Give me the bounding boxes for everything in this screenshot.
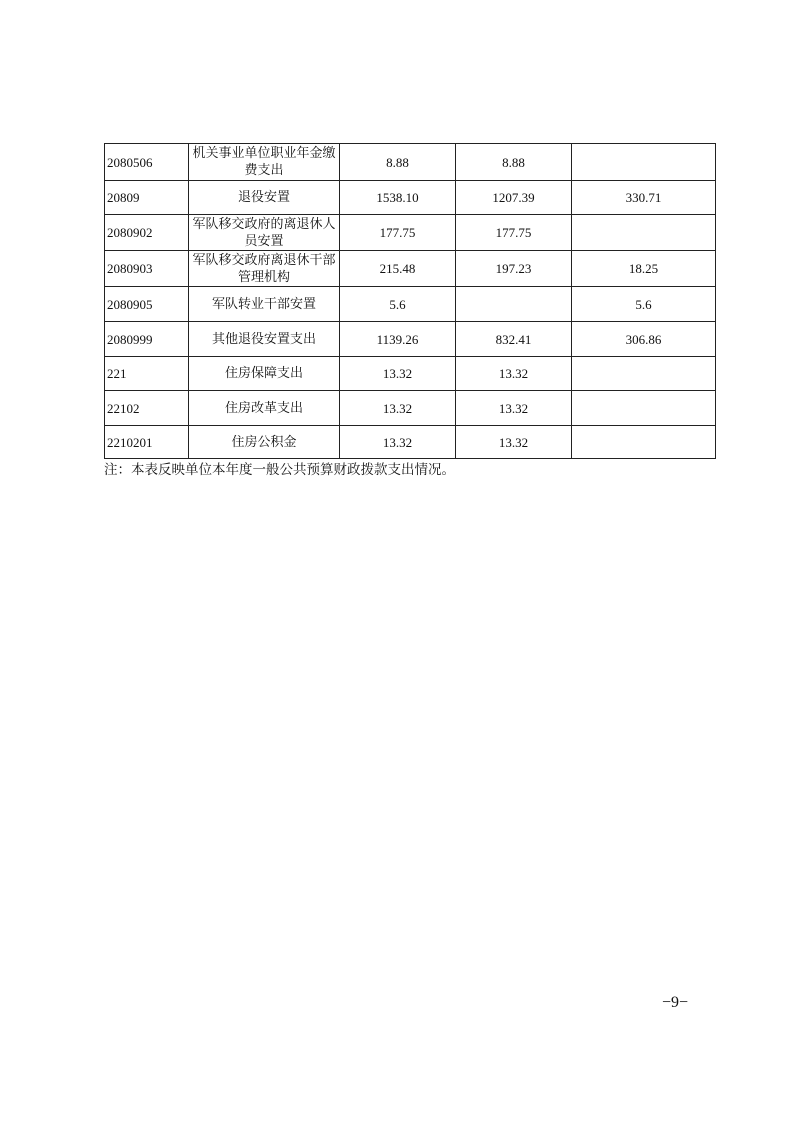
row-basic: 13.32 <box>456 426 572 459</box>
row-name: 军队移交政府的离退休人员安置 <box>189 215 340 251</box>
row-project: 306.86 <box>572 322 716 357</box>
row-project: 5.6 <box>572 287 716 322</box>
row-project <box>572 215 716 251</box>
row-name: 住房公积金 <box>189 426 340 459</box>
row-code: 2080902 <box>105 215 189 251</box>
row-total: 5.6 <box>340 287 456 322</box>
table-row <box>105 144 716 181</box>
row-code: 2210201 <box>105 426 189 459</box>
table-row <box>105 215 716 251</box>
row-name: 军队转业干部安置 <box>189 287 340 322</box>
row-name: 机关事业单位职业年金缴费支出 <box>189 144 340 181</box>
row-basic: 8.88 <box>456 144 572 181</box>
expenditure-table <box>104 143 716 459</box>
row-code: 2080905 <box>105 287 189 322</box>
row-code: 221 <box>105 357 189 391</box>
row-project <box>572 357 716 391</box>
row-total: 177.75 <box>340 215 456 251</box>
row-basic: 13.32 <box>456 357 572 391</box>
row-project <box>572 426 716 459</box>
table-row <box>105 391 716 426</box>
row-name: 退役安置 <box>189 181 340 215</box>
row-project: 18.25 <box>572 251 716 287</box>
row-code: 22102 <box>105 391 189 426</box>
row-name: 其他退役安置支出 <box>189 322 340 357</box>
table-row <box>105 357 716 391</box>
row-total: 13.32 <box>340 357 456 391</box>
row-total: 13.32 <box>340 391 456 426</box>
row-project <box>572 144 716 181</box>
row-basic <box>456 287 572 322</box>
row-code: 2080999 <box>105 322 189 357</box>
row-total: 13.32 <box>340 426 456 459</box>
table-row <box>105 181 716 215</box>
table-row <box>105 287 716 322</box>
row-basic: 832.41 <box>456 322 572 357</box>
page-number: −9− <box>662 994 689 1011</box>
table-row <box>105 251 716 287</box>
row-total: 8.88 <box>340 144 456 181</box>
table-row <box>105 322 716 357</box>
row-basic: 197.23 <box>456 251 572 287</box>
row-total: 215.48 <box>340 251 456 287</box>
row-total: 1538.10 <box>340 181 456 215</box>
row-name: 住房保障支出 <box>189 357 340 391</box>
table-body <box>105 144 716 459</box>
table-row <box>105 426 716 459</box>
row-basic: 13.32 <box>456 391 572 426</box>
row-code: 2080903 <box>105 251 189 287</box>
row-code: 20809 <box>105 181 189 215</box>
row-code: 2080506 <box>105 144 189 181</box>
row-project <box>572 391 716 426</box>
row-project: 330.71 <box>572 181 716 215</box>
table-note: 注：本表反映单位本年度一般公共预算财政拨款支出情况。 <box>104 462 455 478</box>
row-total: 1139.26 <box>340 322 456 357</box>
row-name: 住房改革支出 <box>189 391 340 426</box>
row-basic: 1207.39 <box>456 181 572 215</box>
row-basic: 177.75 <box>456 215 572 251</box>
row-name: 军队移交政府离退休干部管理机构 <box>189 251 340 287</box>
